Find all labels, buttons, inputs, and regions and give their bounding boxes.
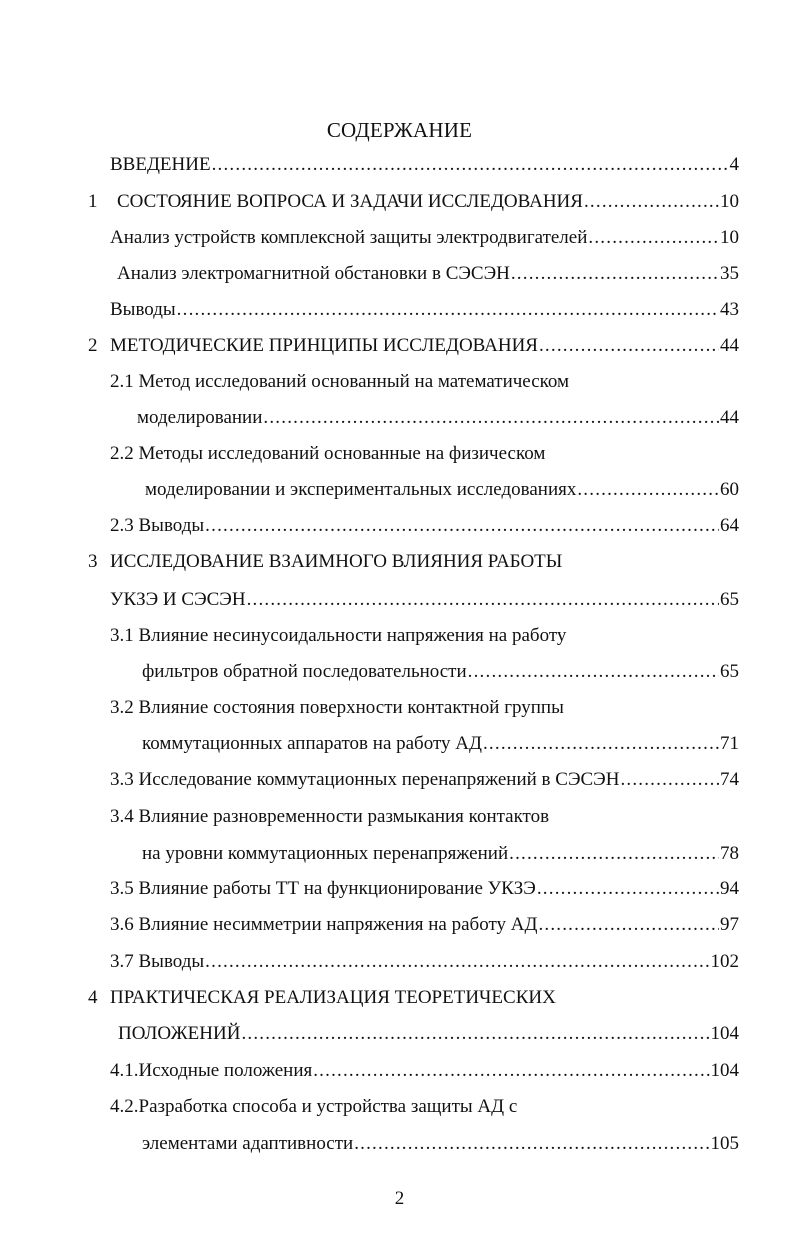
toc-entry-page: 74	[720, 769, 739, 790]
toc-entry-title-line1: 4.2.Разработка способа и устройства защиты АД с	[110, 1096, 518, 1117]
leader-dots	[538, 913, 719, 937]
toc-entry-title: на уровни коммутационных перенапряжений	[142, 843, 509, 864]
leader-dots	[212, 153, 729, 177]
toc-entry-page: 44	[720, 335, 739, 356]
toc-entry-page: 104	[710, 1060, 739, 1081]
toc-entry	[117, 262, 739, 286]
toc-entry-title: Анализ устройств комплексной защиты электродвигателей	[110, 227, 588, 248]
toc-entry	[142, 660, 739, 684]
toc-entry-chapter-3	[110, 588, 739, 612]
toc-entry-title: 4.1.Исходные положения	[110, 1060, 313, 1081]
toc-entry	[110, 768, 739, 792]
toc-entry-title-line1: ИССЛЕДОВАНИЕ ВЗАИМНОГО ВЛИЯНИЯ РАБОТЫ	[110, 551, 563, 572]
chapter-number: 3	[88, 551, 98, 572]
chapter-number: 2	[88, 335, 98, 356]
toc-entry-title: элементами адаптивности	[142, 1133, 354, 1154]
leader-dots	[511, 262, 719, 286]
leader-dots	[354, 1132, 709, 1156]
toc-entry	[110, 298, 739, 322]
toc-entry-page: 65	[720, 589, 739, 610]
toc-entry-page: 35	[720, 263, 739, 284]
toc-entry-title: 3.3 Исследование коммутационных перенапряжений в СЭСЭН	[110, 769, 620, 790]
toc-entry-title: моделировании	[137, 407, 263, 428]
toc-entry-title: МЕТОДИЧЕСКИЕ ПРИНЦИПЫ ИССЛЕДОВАНИЯ	[110, 335, 538, 356]
leader-dots	[537, 877, 719, 901]
toc-entry	[110, 913, 739, 937]
toc-entry-page: 64	[720, 515, 739, 536]
toc-entry-page: 94	[720, 878, 739, 899]
toc-entry-chapter-1	[117, 190, 739, 214]
toc-entry	[142, 1132, 739, 1156]
toc-entry-title: коммутационных аппаратов на работу АД	[142, 733, 482, 754]
toc-entry-page: 105	[710, 1133, 739, 1154]
leader-dots	[539, 334, 719, 358]
leader-dots	[247, 588, 719, 612]
leader-dots	[205, 950, 709, 974]
toc-entry-title: УКЗЭ И СЭСЭН	[110, 589, 246, 610]
leader-dots	[588, 226, 719, 250]
toc-entry-page: 71	[720, 733, 739, 754]
chapter-number: 1	[88, 191, 98, 212]
leader-dots	[620, 768, 719, 792]
toc-entry-page: 60	[720, 479, 739, 500]
toc-entry-title: Выводы	[110, 299, 176, 320]
toc-entry-chapter-4	[118, 1022, 739, 1046]
toc-entry-page: 10	[720, 227, 739, 248]
toc-entry-title: фильтров обратной последовательности	[142, 661, 467, 682]
leader-dots	[177, 298, 719, 322]
toc-entry-title-line1: 2.2 Методы исследований основанные на физическом	[110, 443, 546, 464]
toc-entry-page: 10	[720, 191, 739, 212]
toc-entry-title: ВВЕДЕНИЕ	[110, 154, 211, 175]
toc-entry-page: 78	[720, 843, 739, 864]
leader-dots	[584, 190, 719, 214]
toc-entry-title-line1: ПРАКТИЧЕСКАЯ РЕАЛИЗАЦИЯ ТЕОРЕТИЧЕСКИХ	[110, 987, 556, 1008]
toc-entry	[142, 842, 739, 866]
toc-entry-intro	[110, 153, 739, 177]
toc-entry	[142, 732, 739, 756]
toc-entry-title: ПОЛОЖЕНИЙ	[118, 1023, 241, 1044]
leader-dots	[483, 732, 719, 756]
toc-entry-page: 102	[710, 951, 739, 972]
toc-entry-title: 3.6 Влияние несимметрии напряжения на работу АД	[110, 914, 538, 935]
toc-entry-page: 104	[710, 1023, 739, 1044]
toc-title: СОДЕРЖАНИЕ	[326, 118, 473, 142]
leader-dots	[509, 842, 719, 866]
toc-entry-title-line1: 2.1 Метод исследований основанный на математическом	[110, 371, 570, 392]
toc-entry-title-line1: 3.1 Влияние несинусоидальности напряжения на работу	[110, 625, 567, 646]
toc-entry	[137, 406, 739, 430]
toc-entry	[110, 514, 739, 538]
toc-entry-title: 2.3 Выводы	[110, 515, 205, 536]
toc-entry	[110, 950, 739, 974]
toc-entry	[110, 226, 739, 250]
toc-entry-page: 44	[720, 407, 739, 428]
toc-entry-page: 97	[720, 914, 739, 935]
toc-entry	[110, 877, 739, 901]
leader-dots	[205, 514, 719, 538]
toc-entry-title: Анализ электромагнитной обстановки в СЭСЭН	[117, 263, 510, 284]
toc-entry-page: 43	[720, 299, 739, 320]
leader-dots	[468, 660, 719, 684]
toc-entry-page: 65	[720, 661, 739, 682]
page-number: 2	[394, 1188, 405, 1209]
toc-entry-title-line1: 3.4 Влияние разновременности размыкания контактов	[110, 806, 550, 827]
leader-dots	[241, 1022, 709, 1046]
toc-entry	[145, 478, 739, 502]
toc-entry	[110, 1059, 739, 1083]
chapter-number: 4	[88, 987, 98, 1008]
leader-dots	[263, 406, 719, 430]
toc-entry-page: 4	[729, 154, 739, 175]
leader-dots	[313, 1059, 709, 1083]
toc-entry-title: 3.5 Влияние работы ТТ на функционирование УКЗЭ	[110, 878, 536, 899]
toc-entry-chapter-2	[110, 334, 739, 358]
toc-entry-title: моделировании и экспериментальных исследованиях	[145, 479, 577, 500]
leader-dots	[577, 478, 719, 502]
toc-entry-title-line1: 3.2 Влияние состояния поверхности контактной группы	[110, 697, 564, 718]
toc-entry-title: 3.7 Выводы	[110, 951, 205, 972]
toc-entry-title: СОСТОЯНИЕ ВОПРОСА И ЗАДАЧИ ИССЛЕДОВАНИЯ	[117, 191, 583, 212]
